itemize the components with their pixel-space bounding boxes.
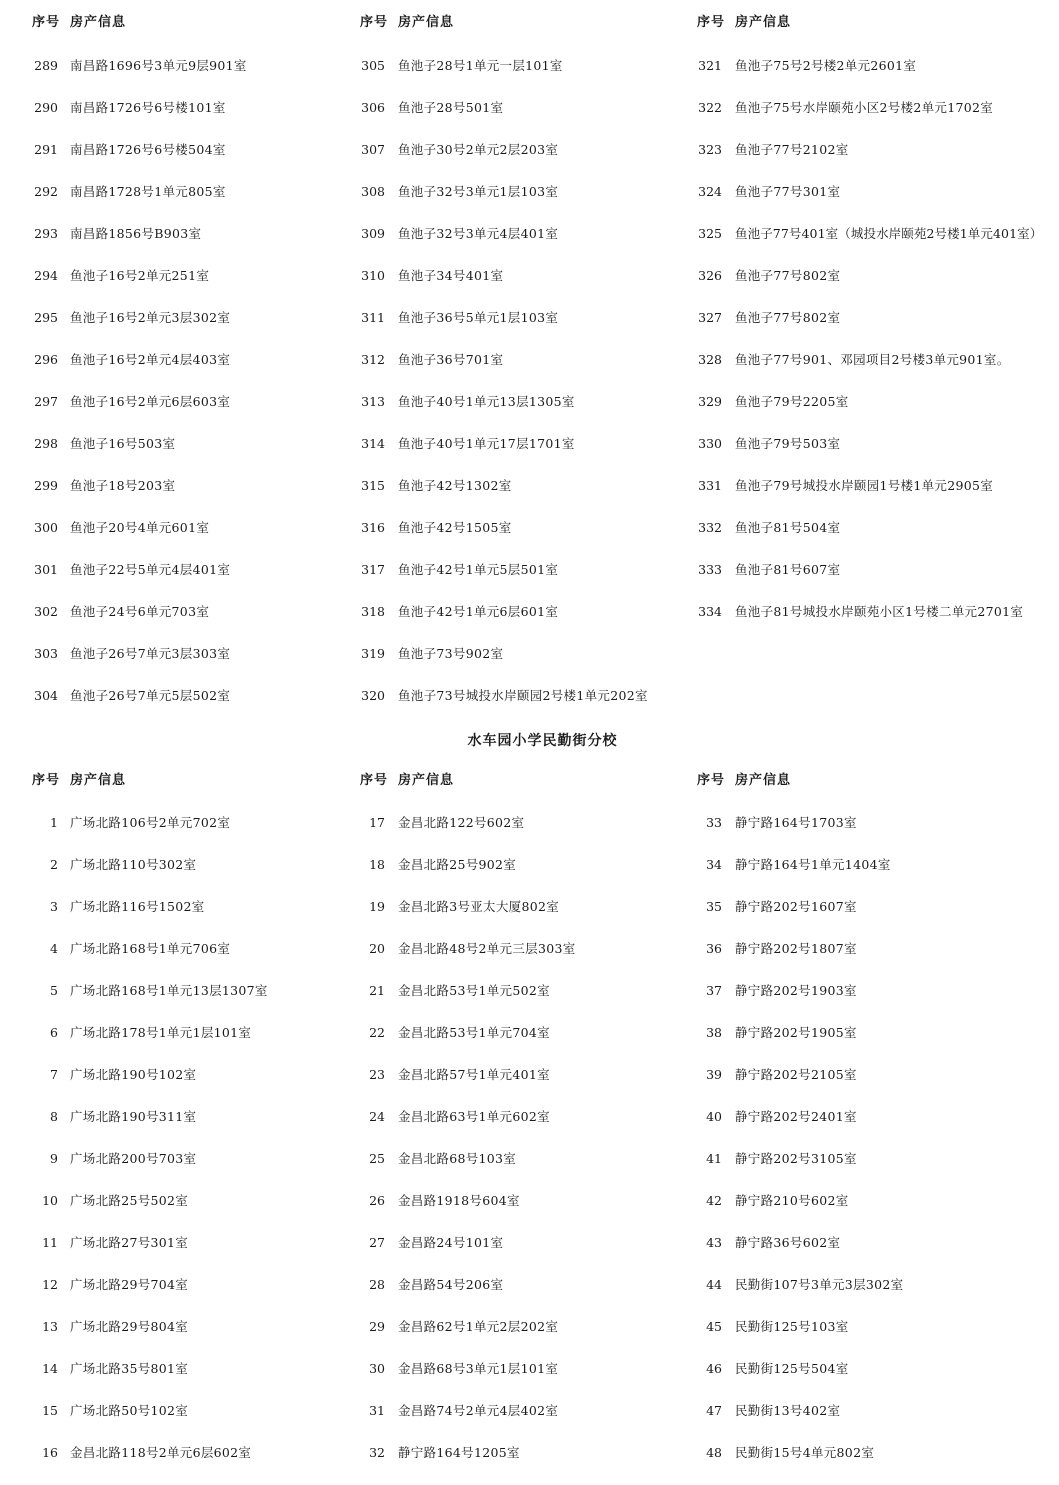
item-address: 鱼池子36号701室 (398, 352, 504, 367)
item-number: 5 (50, 983, 58, 998)
item-address: 金昌路54号206室 (398, 1277, 504, 1292)
item-address: 鱼池子16号2单元251室 (70, 268, 210, 283)
item-number: 329 (698, 394, 722, 409)
item-number: 316 (361, 520, 385, 535)
list-item (0, 1023, 1059, 1043)
item-address: 鱼池子73号902室 (398, 646, 504, 661)
item-number: 45 (706, 1319, 722, 1334)
item-address: 民勤街15号4单元802室 (735, 1445, 875, 1460)
header-row (0, 771, 1059, 791)
item-number: 12 (42, 1277, 58, 1292)
item-address: 民勤街107号3单元3层302室 (735, 1277, 904, 1292)
header-num-label: 序号 (360, 773, 389, 788)
item-address: 鱼池子79号城投水岸颐园1号楼1单元2905室 (735, 478, 994, 493)
item-address: 鱼池子77号802室 (735, 268, 841, 283)
item-number: 16 (42, 1445, 58, 1460)
item-address: 鱼池子34号401室 (398, 268, 504, 283)
item-number: 301 (34, 562, 58, 577)
item-address: 金昌北路53号1单元704室 (398, 1025, 550, 1040)
item-number: 41 (706, 1151, 722, 1166)
item-address: 鱼池子42号1单元5层501室 (398, 562, 559, 577)
item-address: 静宁路202号1903室 (735, 983, 857, 998)
item-number: 25 (369, 1151, 385, 1166)
header-num-label: 序号 (697, 15, 726, 30)
item-number: 30 (369, 1361, 385, 1376)
item-address: 鱼池子77号301室 (735, 184, 841, 199)
item-number: 43 (706, 1235, 722, 1250)
list-item (0, 939, 1059, 959)
item-number: 2 (50, 857, 58, 872)
list-item (0, 1149, 1059, 1169)
item-address: 鱼池子42号1505室 (398, 520, 512, 535)
item-number: 300 (34, 520, 58, 535)
item-address: 南昌路1726号6号楼101室 (70, 100, 226, 115)
item-number: 32 (369, 1445, 385, 1460)
item-address: 广场北路29号704室 (70, 1277, 189, 1292)
item-address: 静宁路164号1703室 (735, 815, 857, 830)
item-address: 广场北路200号703室 (70, 1151, 197, 1166)
item-address: 鱼池子22号5单元4层401室 (70, 562, 231, 577)
item-address: 民勤街125号504室 (735, 1361, 849, 1376)
item-address: 广场北路168号1单元706室 (70, 941, 231, 956)
item-number: 309 (361, 226, 385, 241)
item-number: 326 (698, 268, 722, 283)
item-number: 294 (34, 268, 58, 283)
item-number: 19 (369, 899, 385, 914)
item-address: 静宁路202号3105室 (735, 1151, 857, 1166)
item-number: 34 (706, 857, 722, 872)
item-number: 293 (34, 226, 58, 241)
list-item (0, 813, 1059, 833)
item-number: 302 (34, 604, 58, 619)
item-number: 322 (698, 100, 722, 115)
item-number: 319 (361, 646, 385, 661)
item-number: 291 (34, 142, 58, 157)
item-number: 308 (361, 184, 385, 199)
item-number: 327 (698, 310, 722, 325)
header-info-label: 房产信息 (70, 15, 127, 30)
item-address: 广场北路190号102室 (70, 1067, 197, 1082)
item-address: 南昌路1728号1单元805室 (70, 184, 226, 199)
item-number: 289 (34, 58, 58, 73)
item-number: 298 (34, 436, 58, 451)
item-address: 鱼池子81号城投水岸颐苑小区1号楼二单元2701室 (735, 604, 1024, 619)
item-address: 静宁路164号1205室 (398, 1445, 520, 1460)
item-number: 14 (42, 1361, 58, 1376)
item-address: 广场北路168号1单元13层1307室 (70, 983, 268, 998)
list-item (0, 1443, 1059, 1463)
item-number: 317 (361, 562, 385, 577)
header-info-label: 房产信息 (735, 773, 792, 788)
item-number: 297 (34, 394, 58, 409)
section-title: 水车园小学民勤街分校 (467, 733, 618, 749)
item-address: 鱼池子26号7单元3层303室 (70, 646, 231, 661)
item-address: 广场北路106号2单元702室 (70, 815, 231, 830)
item-number: 324 (698, 184, 722, 199)
list-item (0, 1233, 1059, 1253)
item-number: 328 (698, 352, 722, 367)
item-number: 304 (34, 688, 58, 703)
item-address: 静宁路210号602室 (735, 1193, 849, 1208)
item-address: 鱼池子36号5单元1层103室 (398, 310, 559, 325)
item-address: 金昌路74号2单元4层402室 (398, 1403, 559, 1418)
item-address: 广场北路50号102室 (70, 1403, 189, 1418)
item-address: 南昌路1856号B903室 (70, 226, 202, 241)
item-number: 7 (50, 1067, 58, 1082)
item-number: 9 (50, 1151, 58, 1166)
item-address: 鱼池子32号3单元1层103室 (398, 184, 559, 199)
list-item (0, 981, 1059, 1001)
item-number: 23 (369, 1067, 385, 1082)
item-number: 13 (42, 1319, 58, 1334)
item-address: 民勤街13号402室 (735, 1403, 841, 1418)
item-address: 鱼池子32号3单元4层401室 (398, 226, 559, 241)
list-item (0, 1107, 1059, 1127)
item-address: 鱼池子40号1单元13层1305室 (398, 394, 575, 409)
item-number: 10 (42, 1193, 58, 1208)
item-address: 鱼池子75号2号楼2单元2601室 (735, 58, 917, 73)
item-address: 静宁路202号1807室 (735, 941, 857, 956)
item-address: 鱼池子24号6单元703室 (70, 604, 210, 619)
item-number: 320 (361, 688, 385, 703)
item-address: 广场北路116号1502室 (70, 899, 205, 914)
item-number: 15 (42, 1403, 58, 1418)
header-info-label: 房产信息 (398, 773, 455, 788)
item-address: 广场北路25号502室 (70, 1193, 189, 1208)
item-address: 金昌北路48号2单元三层303室 (398, 941, 576, 956)
item-address: 鱼池子16号503室 (70, 436, 176, 451)
item-number: 20 (369, 941, 385, 956)
item-number: 315 (361, 478, 385, 493)
list-item (0, 855, 1059, 875)
item-address: 鱼池子26号7单元5层502室 (70, 688, 231, 703)
list-item (0, 1317, 1059, 1337)
item-number: 305 (361, 58, 385, 73)
list-item (0, 1191, 1059, 1211)
item-number: 39 (706, 1067, 722, 1082)
item-number: 318 (361, 604, 385, 619)
item-number: 299 (34, 478, 58, 493)
item-number: 24 (369, 1109, 385, 1124)
list-item (0, 1065, 1059, 1085)
item-number: 47 (706, 1403, 722, 1418)
item-number: 331 (698, 478, 722, 493)
item-number: 296 (34, 352, 58, 367)
header-num-label: 序号 (32, 15, 61, 30)
item-number: 29 (369, 1319, 385, 1334)
item-address: 金昌北路122号602室 (398, 815, 525, 830)
item-number: 40 (706, 1109, 722, 1124)
item-address: 鱼池子40号1单元17层1701室 (398, 436, 575, 451)
item-number: 325 (698, 226, 722, 241)
item-number: 290 (34, 100, 58, 115)
item-number: 26 (369, 1193, 385, 1208)
item-address: 广场北路27号301室 (70, 1235, 189, 1250)
item-number: 4 (50, 941, 58, 956)
item-address: 金昌北路68号103室 (398, 1151, 517, 1166)
item-number: 330 (698, 436, 722, 451)
item-address: 南昌路1696号3单元9层901室 (70, 58, 247, 73)
item-address: 金昌北路3号亚太大厦802室 (398, 899, 560, 914)
item-number: 321 (698, 58, 722, 73)
item-address: 鱼池子16号2单元4层403室 (70, 352, 231, 367)
item-address: 鱼池子77号2102室 (735, 142, 849, 157)
item-address: 静宁路202号1905室 (735, 1025, 857, 1040)
item-number: 292 (34, 184, 58, 199)
item-number: 27 (369, 1235, 385, 1250)
item-address: 金昌路1918号604室 (398, 1193, 520, 1208)
item-address: 金昌北路25号902室 (398, 857, 517, 872)
item-number: 48 (706, 1445, 722, 1460)
header-info-label: 房产信息 (70, 773, 127, 788)
item-address: 广场北路190号311室 (70, 1109, 197, 1124)
item-address: 广场北路110号302室 (70, 857, 197, 872)
list-item (0, 1401, 1059, 1421)
item-address: 静宁路202号2105室 (735, 1067, 857, 1082)
item-number: 332 (698, 520, 722, 535)
header-num-label: 序号 (360, 15, 389, 30)
item-address: 鱼池子20号4单元601室 (70, 520, 210, 535)
item-number: 18 (369, 857, 385, 872)
list-item (0, 1275, 1059, 1295)
item-address: 鱼池子42号1单元6层601室 (398, 604, 559, 619)
item-number: 21 (369, 983, 385, 998)
item-address: 鱼池子75号水岸颐苑小区2号楼2单元1702室 (735, 100, 994, 115)
item-address: 鱼池子30号2单元2层203室 (398, 142, 559, 157)
item-number: 46 (706, 1361, 722, 1376)
item-number: 313 (361, 394, 385, 409)
item-number: 33 (706, 815, 722, 830)
list-item (0, 1359, 1059, 1379)
item-number: 307 (361, 142, 385, 157)
item-address: 鱼池子81号607室 (735, 562, 841, 577)
item-number: 36 (706, 941, 722, 956)
item-address: 静宁路36号602室 (735, 1235, 841, 1250)
item-address: 鱼池子79号2205室 (735, 394, 849, 409)
item-address: 广场北路35号801室 (70, 1361, 189, 1376)
item-address: 鱼池子42号1302室 (398, 478, 512, 493)
item-number: 6 (50, 1025, 58, 1040)
item-number: 8 (50, 1109, 58, 1124)
item-address: 鱼池子28号1单元一层101室 (398, 58, 563, 73)
item-number: 35 (706, 899, 722, 914)
item-address: 金昌北路57号1单元401室 (398, 1067, 550, 1082)
item-number: 3 (50, 899, 58, 914)
item-address: 鱼池子18号203室 (70, 478, 176, 493)
item-address: 民勤街125号103室 (735, 1319, 849, 1334)
list-item (0, 897, 1059, 917)
item-address: 鱼池子77号802室 (735, 310, 841, 325)
item-address: 南昌路1726号6号楼504室 (70, 142, 226, 157)
item-address: 金昌北路53号1单元502室 (398, 983, 550, 998)
item-address: 金昌路24号101室 (398, 1235, 504, 1250)
item-number: 1 (50, 815, 58, 830)
item-number: 306 (361, 100, 385, 115)
item-address: 金昌北路118号2单元6层602室 (70, 1445, 252, 1460)
header-num-label: 序号 (32, 773, 61, 788)
item-address: 静宁路164号1单元1404室 (735, 857, 891, 872)
item-number: 333 (698, 562, 722, 577)
item-address: 鱼池子16号2单元3层302室 (70, 310, 231, 325)
item-number: 334 (698, 604, 722, 619)
item-number: 17 (369, 815, 385, 830)
item-address: 静宁路202号2401室 (735, 1109, 857, 1124)
item-number: 303 (34, 646, 58, 661)
item-address: 广场北路178号1单元1层101室 (70, 1025, 252, 1040)
header-info-label: 房产信息 (735, 15, 792, 30)
item-address: 金昌北路63号1单元602室 (398, 1109, 550, 1124)
item-number: 38 (706, 1025, 722, 1040)
item-number: 312 (361, 352, 385, 367)
item-address: 金昌路62号1单元2层202室 (398, 1319, 559, 1334)
item-address: 鱼池子16号2单元6层603室 (70, 394, 231, 409)
item-address: 鱼池子28号501室 (398, 100, 504, 115)
item-address: 鱼池子77号901、邓园项目2号楼3单元901室。 (735, 352, 1010, 367)
item-number: 11 (42, 1235, 58, 1250)
item-number: 37 (706, 983, 722, 998)
item-number: 295 (34, 310, 58, 325)
item-number: 323 (698, 142, 722, 157)
item-number: 42 (706, 1193, 722, 1208)
item-number: 314 (361, 436, 385, 451)
item-number: 44 (706, 1277, 722, 1292)
item-number: 31 (369, 1403, 385, 1418)
header-num-label: 序号 (697, 773, 726, 788)
header-info-label: 房产信息 (398, 15, 455, 30)
item-number: 28 (369, 1277, 385, 1292)
item-address: 静宁路202号1607室 (735, 899, 857, 914)
item-address: 鱼池子73号城投水岸颐园2号楼1单元202室 (398, 688, 648, 703)
item-number: 22 (369, 1025, 385, 1040)
item-address: 鱼池子79号503室 (735, 436, 841, 451)
item-address: 金昌路68号3单元1层101室 (398, 1361, 559, 1376)
item-address: 广场北路29号804室 (70, 1319, 189, 1334)
item-address: 鱼池子81号504室 (735, 520, 841, 535)
item-address: 鱼池子77号401室（城投水岸颐苑2号楼1单元401室） (735, 226, 1043, 241)
item-number: 311 (361, 310, 385, 325)
item-number: 310 (361, 268, 385, 283)
